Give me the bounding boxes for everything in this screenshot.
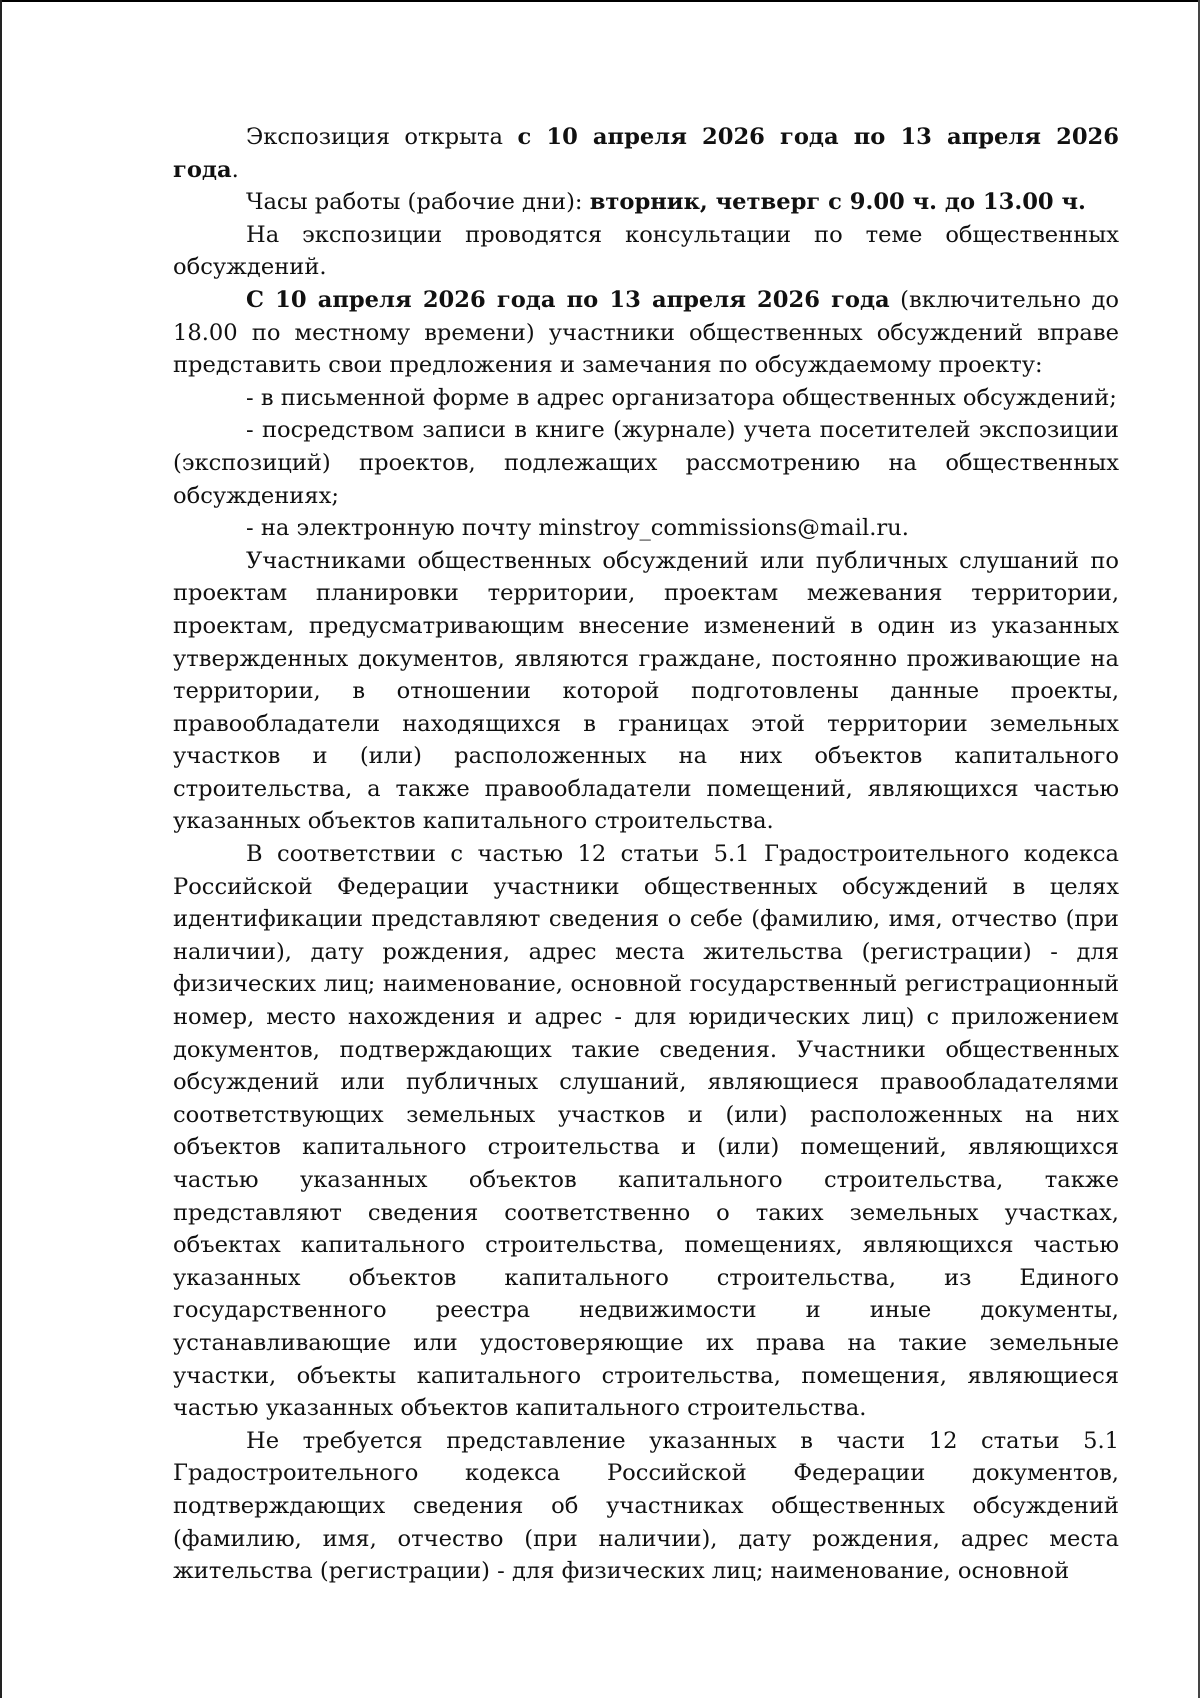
paragraph-proposals-period xyxy=(173,284,1119,382)
paragraph-exposition-dates xyxy=(173,121,1119,186)
document-body xyxy=(173,121,1119,1588)
bold-text: С 10 апреля 2026 года по 13 апреля 2026 года xyxy=(246,286,890,313)
bold-text: с 10 апреля 2026 года по 13 апреля 2026 года xyxy=(173,124,1120,183)
text: . xyxy=(231,156,239,183)
scan-edge-left xyxy=(0,0,2,1698)
paragraph-not-required: Не требуется представление указанных в части 12 статьи 5.1 Градостроительного кодекса Российской Федерации документов, подтверждающих сведения об участниках общественных обсуждений (фамилию, имя, отчество (при наличии), дату рождения, адрес места жительства (регистрации) - для физических лиц; наименование, основной xyxy=(173,1427,1119,1585)
paragraph-written-form: - в письменной форме в адрес организатора общественных обсуждений; xyxy=(246,384,1117,411)
paragraph-email: - на электронную почту minstroy_commissions@mail.ru. xyxy=(246,515,909,542)
text: (включительно до 18.00 по местному времени) участники общественных обсуждений вправе представить свои предложения и замечания по обсуждаемому проекту: xyxy=(173,286,1119,379)
text: Экспозиция открыта xyxy=(246,124,518,150)
scan-edge-top xyxy=(0,0,1200,2)
paragraph-participants: Участниками общественных обсуждений или публичных слушаний по проектам планировки территории, проектам межевания территории, проектам, предусматривающим внесение изменений в один из указанных утвержденных документов, являются граждане, постоянно проживающие на территории, в отношении которой подготовлены данные проекты, правообладатели находящихся в границах этой территории земельных участков и (или) расположенных на них объектов капитального строительства, а также правообладатели помещений, являющихся частью указанных объектов капитального строительства. xyxy=(173,547,1119,835)
paragraph-visitor-book: - посредством записи в книге (журнале) учета посетителей экспозиции (экспозиций) проектов, подлежащих рассмотрению на общественных обсуждениях; xyxy=(173,417,1119,509)
paragraph-consultations: На экспозиции проводятся консультации по теме общественных обсуждений. xyxy=(173,221,1119,281)
paragraph-identification: В соответствии с частью 12 статьи 5.1 Градостроительного кодекса Российской Федерации участники общественных обсуждений в целях идентификации представляют сведения о себе (фамилию, имя, отчество (при наличии), дату рождения, адрес места жительства (регистрации) - для физических лиц; наименование, основной государственный регистрационный номер, место нахождения и адрес - для юридических лиц) с приложением документов, подтверждающих такие сведения. Участники общественных обсуждений или публичных слушаний, являющиеся правообладателями соответствующих земельных участков и (или) расположенных на них объектов капитального строительства и (или) помещений, являющихся частью указанных объектов капитального строительства, также представляют сведения соответственно о таких земельных участках, объектах капитального строительства, помещениях, являющихся частью указанных объектов капитального строительства, из Единого государственного реестра недвижимости и иные документы, устанавливающие или удостоверяющие их права на такие земельные участки, объекты капитального строительства, помещения, являющиеся частью указанных объектов капитального строительства. xyxy=(173,841,1119,1422)
paragraph-working-hours xyxy=(173,186,1119,219)
bold-text: вторник, четверг с 9.00 ч. до 13.00 ч. xyxy=(589,189,1086,216)
text: Часы работы (рабочие дни): xyxy=(246,189,590,216)
